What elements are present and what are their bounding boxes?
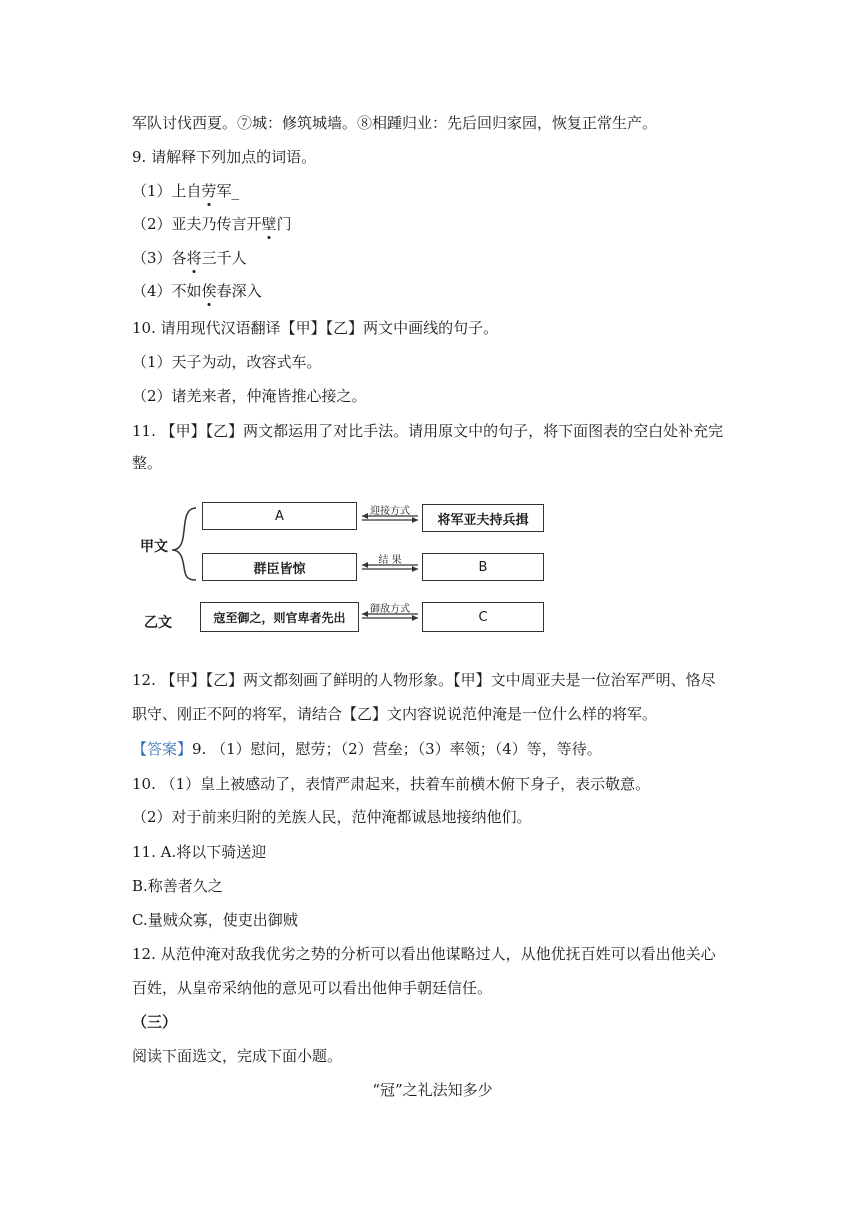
box-b: B xyxy=(422,553,544,581)
dotted-char: 壁 xyxy=(261,215,277,233)
contrast-diagram xyxy=(138,492,548,640)
box-c: C xyxy=(422,602,544,632)
question-9-item-3: （3）各将三千人 xyxy=(132,249,247,267)
answer-10-item-1: 10. （1）皇上被感动了，表情严肃起来，扶着车前横木俯下身子，表示敬意。 xyxy=(132,775,651,793)
arrow-label-defense: 御敌方式 xyxy=(370,604,410,615)
question-9: 9. 请解释下列加点的词语。 xyxy=(132,148,317,166)
question-9-item-2: （2）亚夫乃传言开壁门 xyxy=(132,215,292,233)
arrow-head xyxy=(412,615,418,621)
answer-12-line-1: 12. 从范仲淹对敌我优劣之势的分析可以看出他谋略过人，从他优抚百姓可以看出他关心 xyxy=(132,945,716,963)
arrow-head xyxy=(412,566,418,572)
question-9-item-1: （1）上自劳军_ xyxy=(132,182,240,200)
question-9-item-4: （4）不如俟春深入 xyxy=(132,282,262,300)
arrow-head xyxy=(412,517,418,523)
question-11-line-1: 11. 【甲】【乙】两文都运用了对比手法。请用原文中的句子，将下面图表的空白处补充完 xyxy=(132,422,724,440)
box-qunchen: 群臣皆惊 xyxy=(202,553,357,581)
dotted-char: 劳 xyxy=(201,182,217,200)
question-11-line-2: 整。 xyxy=(132,454,163,472)
dotted-char: 将 xyxy=(186,249,202,267)
dotted-char: 俟 xyxy=(201,282,217,300)
brace-shape xyxy=(172,508,196,580)
answer-tag: 【答案】 xyxy=(132,740,193,758)
box-jiangjun: 将军亚夫持兵揖 xyxy=(422,504,544,532)
section-heading: （三） xyxy=(132,1013,178,1031)
question-12-line-1: 12. 【甲】【乙】两文都刻画了鲜明的人物形象。【甲】文中周亚夫是一位治军严明、恪尽 xyxy=(132,671,716,689)
answer-10-item-2: （2）对于前来归附的羌族人民，范仲淹都诚恳地接纳他们。 xyxy=(132,808,532,826)
note-line: 军队讨伐西夏。⑦城：修筑城墙。⑧相踵归业：先后回归家园，恢复正常生产。 xyxy=(132,114,658,132)
question-10-item-2: （2）诸羌来者，仲淹皆推心接之。 xyxy=(132,387,367,405)
article-title: “冠”之礼法知多少 xyxy=(372,1081,493,1099)
label-yi: 乙文 xyxy=(144,615,172,631)
answer-11-c: C.量贼众寡，使吏出御贼 xyxy=(132,911,298,929)
answer-9: 【答案】9. （1）慰问，慰劳；（2）营垒；（3）率领；（4）等，等待。 xyxy=(132,740,602,758)
question-10: 10. 请用现代汉语翻译【甲】【乙】两文中画线的句子。 xyxy=(132,319,499,337)
question-10-item-1: （1）天子为动，改容式车。 xyxy=(132,353,322,371)
box-kouzhi: 寇至御之，则官卑者先出 xyxy=(200,602,359,632)
answer-11-a: 11. A.将以下骑送迎 xyxy=(132,843,267,861)
arrow-label-greeting: 迎接方式 xyxy=(370,506,410,517)
arrow-label-result: 结 果 xyxy=(378,555,402,566)
answer-12-line-2: 百姓，从皇帝采纳他的意见可以看出他伸手朝廷信任。 xyxy=(132,979,493,997)
answer-11-b: B.称善者久之 xyxy=(132,877,223,895)
box-a: A xyxy=(202,502,357,530)
question-12-line-2: 职守、刚正不阿的将军，请结合【乙】文内容说说范仲淹是一位什么样的将军。 xyxy=(132,705,658,723)
reading-instruction: 阅读下面选文，完成下面小题。 xyxy=(132,1047,343,1065)
label-jia: 甲文 xyxy=(140,539,168,555)
